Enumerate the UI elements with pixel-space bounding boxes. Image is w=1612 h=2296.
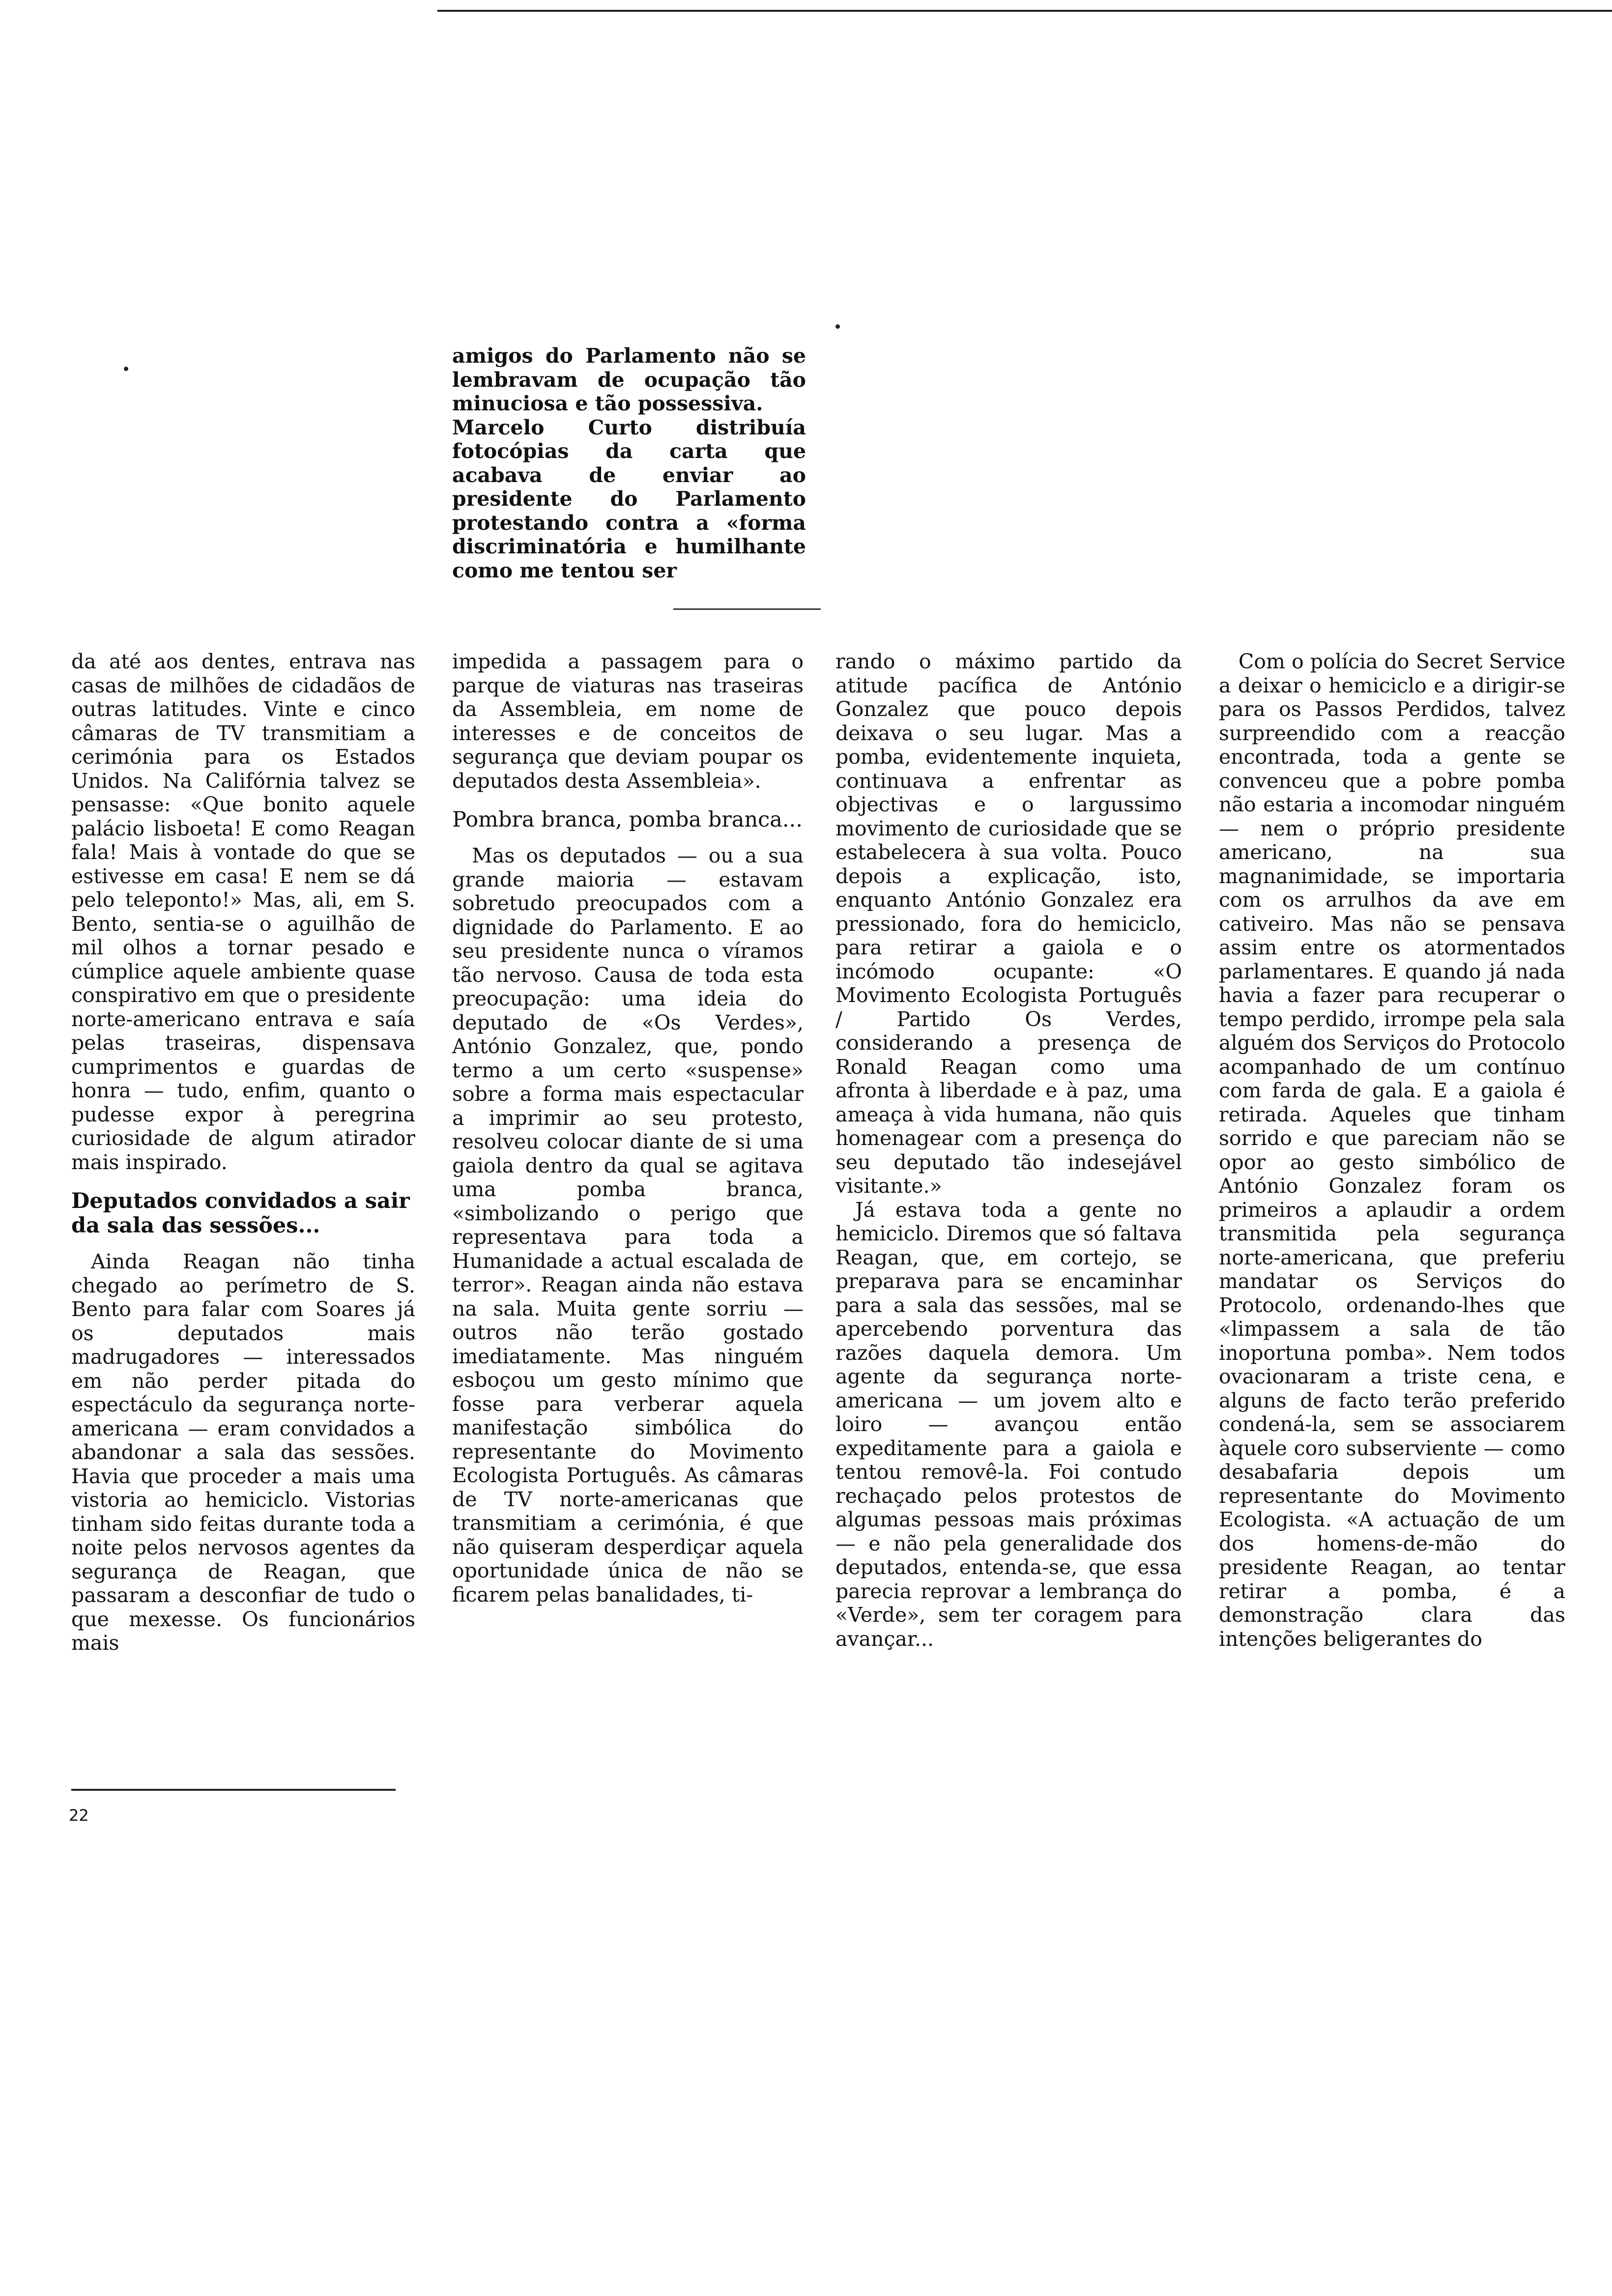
column-1 xyxy=(71,650,415,1655)
top-rule xyxy=(437,10,1612,12)
column-3 xyxy=(835,650,1182,1651)
fragment-line-1: amigos do Parlamento não se lembravam de ocupação tão minuciosa e tão possessiva. xyxy=(452,344,806,415)
col2-paragraph-1: impedida a passagem para o parque de viaturas nas traseiras da Assembleia, em nome de interesses e de conceitos de segurança que deviam poupar os deputados desta Assembleia». xyxy=(452,650,804,793)
column-2 xyxy=(452,650,804,1607)
col1-paragraph-2: Ainda Reagan não tinha chegado ao perímetro de S. Bento para falar com Soares já os deputados mais madrugadores — interessados em não perder pitada do espectáculo da segurança norte-americana — eram convidados a abandonar a sala das sessões. Havia que proceder a mais uma vistoria ao hemiciclo. Vistorias tinham sido feitas durante toda a noite pelos nervosos agentes da segurança de Reagan, que passaram a desconfiar de tudo o que mexesse. Os funcionários mais xyxy=(71,1250,415,1655)
fragment-rule xyxy=(673,608,821,610)
col1-paragraph-1: da até aos dentes, entrava nas casas de milhões de cidadãos de outras latitudes. Vinte e cinco câmaras de TV transmitiam a cerimónia para os Estados Unidos. Na Califórnia talvez se pensasse: «Que bonito aquele palácio lisboeta! E como Reagan fala! Mais à vontade do que se estivesse em casa! E nem se dá pelo teleponto!» Mas, ali, em S. Bento, sentia-se o aguilhão de mil olhos a tornar pesado e cúmplice aquele ambiente quase conspirativo em que o presidente norte-americano entrava e saía pelas traseiras, dispensava cumprimentos e guardas de honra — tudo, enfim, quanto o pudesse expor à peregrina curiosidade de algum atirador mais inspirado. xyxy=(71,650,415,1174)
col4-paragraph-1: Com o polícia do Secret Service a deixar o hemiciclo e a dirigir-se para os Passos Perdidos, talvez surpreendido com a reacção encontrada, toda a gente se convenceu que a pobre pomba não estaria a incomodar ninguém — nem o próprio presidente americano, na sua magnanimidade, se importaria com os arrulhos da ave em cativeiro. Mas não se pensava assim entre os atormentados parlamentares. E quando já nada havia a fazer para recuperar o tempo perdido, irrompe pela sala alguém dos Serviços do Protocolo acompanhado de um contínuo com farda de gala. E a gaiola é retirada. Aqueles que tinham sorrido e que pareciam não se opor ao gesto simbólico de António Gonzalez foram os primeiros a aplaudir a ordem transmitida pela segurança norte-americana, que preferiu mandatar os Serviços do Protocolo, ordenando-lhes que «limpassem a sala de tão inoportuna pomba». Nem todos ovacionaram a triste cena, e alguns de facto terão preferido condená-la, sem se associarem àquele coro subserviente — como desabafaria depois um representante do Movimento Ecologista. «A actuação de um dos homens-de-mão do presidente Reagan, ao tentar retirar a pomba, é a demonstração clara das intenções beligerantes do xyxy=(1219,650,1565,1651)
col2-subheading: Pombra branca, pomba branca... xyxy=(452,807,803,832)
speck-dot xyxy=(124,367,128,371)
col2-paragraph-2: Mas os deputados — ou a sua grande maioria — estavam sobretudo preocupados com a dignidade do Parlamento. E ao seu presidente nunca o víramos tão nervoso. Causa de toda esta preocupação: uma ideia do deputado de «Os Verdes», António Gonzalez, que, pondo termo a um certo «suspense» sobre a forma mais espectacular a imprimir ao seu protesto, resolveu colocar diante de si uma gaiola dentro da qual se agitava uma pomba branca, «simbolizando o perigo que representava para toda a Humanidade a actual escalada de terror». Reagan ainda não estava na sala. Muita gente sorriu — outros não terão gostado imediatamente. Mas ninguém esboçou um gesto mínimo que fosse para verberar aquela manifestação simbólica do representante do Movimento Ecologista Português. As câmaras de TV norte-americanas que transmitiam a cerimónia, é que não quiseram desperdiçar aquela oportunidade única de não se ficarem pelas banalidades, ti- xyxy=(452,844,804,1607)
top-fragment xyxy=(452,344,806,582)
col1-subheading: Deputados convidados a sair da sala das sessões... xyxy=(71,1189,410,1238)
col3-paragraph-1: rando o máximo partido da atitude pacífica de António Gonzalez que pouco depois deixava o seu lugar. Mas a pomba, evidentemente inquieta, continuava a enfrentar as objectivas e o largussimo movimento de curiosidade que se estabelecera à sua volta. Pouco depois a explicação, isto, enquanto António Gonzalez era pressionado, fora do hemiciclo, para retirar a gaiola e o incómodo ocupante: «O Movimento Ecologista Português / Partido Os Verdes, considerando a presença de Ronald Reagan como uma afronta à liberdade e à paz, uma ameaça à vida humana, não quis homenagear com a presença do seu deputado tão indesejável visitante.» xyxy=(835,650,1182,1198)
col3-paragraph-2: Já estava toda a gente no hemiciclo. Diremos que só faltava Reagan, que, em cortejo, se preparava para se encaminhar para a sala das sessões, mal se apercebendo porventura das razões daquela demora. Um agente da segurança norte-americana — um jovem alto e loiro — avançou então expeditamente para a gaiola e tentou removê-la. Foi contudo rechaçado pelos protestos de algumas pessoas mais próximas — e não pela generalidade dos deputados, entenda-se, que essa parecia reprovar a lembrança do «Verde», sem ter coragem para avançar... xyxy=(835,1198,1182,1651)
speck-dot xyxy=(835,324,840,329)
column-4 xyxy=(1219,650,1565,1651)
fragment-line-2: Marcelo Curto distribuía fotocópias da carta que acabava de enviar ao presidente do Parlamento protestando contra a «forma discriminatória e humilhante como me tentou ser xyxy=(452,415,806,582)
page-number: 22 xyxy=(69,1806,89,1825)
bottom-rule xyxy=(71,1789,396,1791)
